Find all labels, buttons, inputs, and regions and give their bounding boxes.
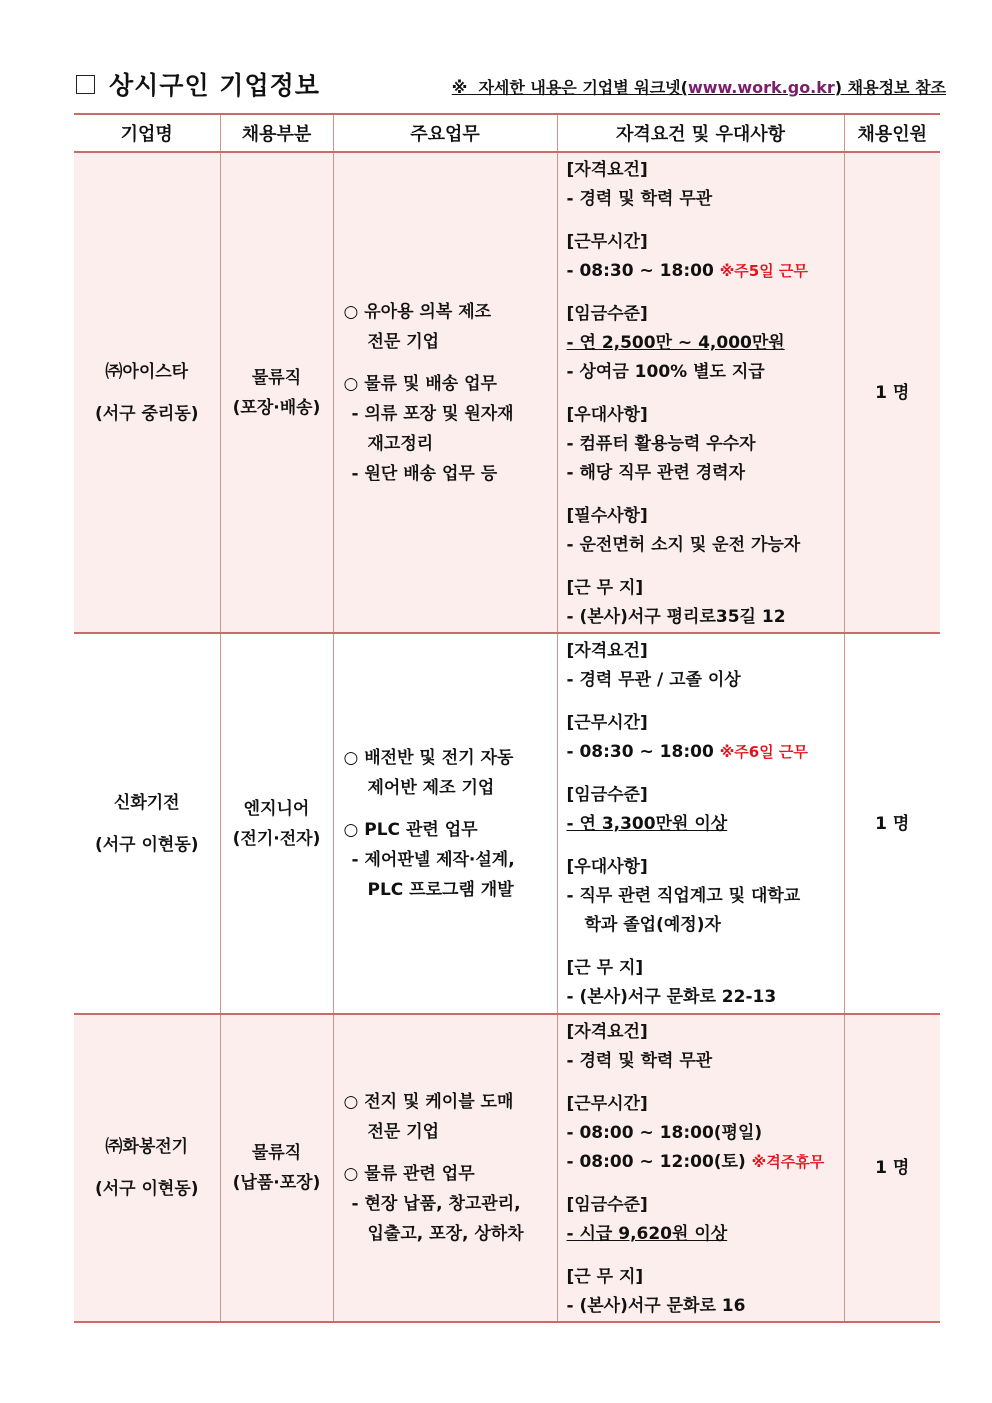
qualification-heading: [임금수준] — [566, 1195, 648, 1215]
qualification-text: - 연 3,300만원 이상 — [566, 814, 728, 834]
qualification-heading: [근 무 지] — [566, 578, 644, 598]
division-title: 엔지니어 — [243, 798, 310, 819]
qualification-line — [567, 911, 844, 940]
work-schedule-note: ※주6일 근무 — [719, 743, 808, 761]
qualification-text: - 경력 및 학력 무관 — [566, 189, 713, 209]
company-name: ㈜화봉전기 — [105, 1137, 189, 1157]
col-header-headcount: 채용인원 — [844, 114, 940, 152]
work-schedule-note: ※주5일 근무 — [719, 262, 808, 280]
company-location: (서구 이현동) — [94, 1179, 199, 1199]
qualification-line — [567, 738, 844, 767]
headcount-value: 1 명 — [875, 1158, 910, 1178]
qualification-text: - 시급 9,620원 이상 — [566, 1224, 728, 1244]
qualification-heading: [자격요건] — [566, 160, 648, 180]
qualification-line — [567, 185, 844, 214]
headcount-cell — [844, 633, 940, 1014]
qualification-line — [567, 1119, 844, 1148]
qualification-heading: [자격요건] — [566, 1022, 648, 1042]
page-title — [76, 66, 320, 102]
qualification-line — [567, 882, 844, 911]
table-header-row — [74, 114, 940, 152]
duty-line: ○ 물류 및 배송 업무 — [343, 373, 497, 394]
qualification-text: - 컴퓨터 활용능력 우수자 — [566, 434, 756, 454]
duty-line: 전문 기업 — [367, 331, 440, 352]
division-detail: (전기·전자) — [232, 828, 321, 849]
table-row — [74, 1014, 940, 1322]
qualification-line — [567, 1148, 844, 1177]
qualification-heading: [필수사항] — [566, 506, 648, 526]
qualification-text: - 운전면허 소지 및 운전 가능자 — [566, 535, 801, 555]
qualification-heading: [근무시간] — [566, 232, 648, 252]
headcount-cell — [844, 152, 940, 633]
qualification-heading: [임금수준] — [566, 304, 648, 324]
qualification-text: - 직무 관련 직업계고 및 대학교 — [566, 886, 801, 906]
duty-line: ○ 유아용 의복 제조 — [343, 301, 492, 322]
qualification-line — [567, 257, 844, 286]
col-header-company: 기업명 — [74, 114, 220, 152]
duty-line: PLC 프로그램 개발 — [367, 879, 514, 900]
checkbox-square-icon — [76, 75, 95, 94]
col-header-qualifications: 자격요건 및 우대사항 — [557, 114, 844, 152]
duty-line: ○ 물류 관련 업무 — [343, 1164, 475, 1184]
table-row — [74, 152, 940, 633]
duty-line: 제어반 제조 기업 — [367, 777, 495, 798]
duty-line: - 제어판넬 제작·설계, — [351, 849, 515, 870]
company-name: ㈜아이스타 — [105, 361, 189, 382]
duty-line: ○ 배전반 및 전기 자동 — [343, 747, 514, 768]
qualification-text: - 연 2,500만 ~ 4,000만원 — [566, 333, 785, 353]
duty-line: - 원단 배송 업무 등 — [351, 463, 498, 484]
qualification-heading: [자격요건] — [566, 641, 648, 661]
company-cell — [74, 1014, 220, 1322]
company-name: 신화기전 — [113, 792, 180, 813]
qualification-heading: [근 무 지] — [566, 958, 644, 978]
qualification-heading: [우대사항] — [566, 405, 648, 425]
table-row — [74, 633, 940, 1014]
division-detail: (납품·포장) — [232, 1173, 321, 1193]
qualification-heading: [임금수준] — [566, 785, 648, 805]
qualification-text: - 08:00 ~ 18:00(평일) — [566, 1123, 763, 1143]
qualification-text: - 08:00 ~ 12:00(토) — [566, 1152, 746, 1172]
qualification-line — [567, 1220, 844, 1249]
company-cell — [74, 633, 220, 1014]
col-header-division: 채용부분 — [220, 114, 333, 152]
company-cell — [74, 152, 220, 633]
qualification-heading: [근무시간] — [566, 713, 648, 733]
note-mark: ※ — [451, 78, 468, 97]
duty-line: ○ 전지 및 케이블 도매 — [343, 1092, 514, 1112]
company-location: (서구 중리동) — [94, 403, 199, 424]
duty-line: 재고정리 — [367, 433, 434, 454]
headcount-value: 1 명 — [875, 382, 910, 403]
qualification-heading: [근 무 지] — [566, 1267, 644, 1287]
page-title-text: 상시구인 기업정보 — [109, 71, 320, 100]
qualification-line — [567, 1292, 844, 1321]
note-suffix: ) 채용정보 참조 — [834, 78, 946, 97]
qualifications-cell — [557, 1014, 844, 1322]
qualification-line — [567, 983, 844, 1012]
division-title: 물류직 — [251, 1143, 302, 1163]
col-header-duties: 주요업무 — [333, 114, 557, 152]
qualification-text: - 상여금 100% 별도 지급 — [566, 362, 765, 382]
qualifications-cell — [557, 152, 844, 633]
duties-cell — [333, 152, 557, 633]
qualification-heading: [근무시간] — [566, 1094, 648, 1114]
qualification-line — [567, 329, 844, 358]
header — [76, 66, 946, 100]
duty-line: - 현장 납품, 창고관리, — [351, 1194, 521, 1214]
qualification-text: - 08:30 ~ 18:00 — [566, 742, 714, 762]
qualification-line — [567, 459, 844, 488]
qualification-line — [567, 810, 844, 839]
qualifications-cell — [557, 633, 844, 1014]
qualification-line — [567, 430, 844, 459]
division-cell — [220, 152, 333, 633]
duties-cell — [333, 1014, 557, 1322]
qualification-text: - 08:30 ~ 18:00 — [566, 261, 714, 281]
qualification-line — [567, 666, 844, 695]
headcount-value: 1 명 — [875, 813, 910, 834]
qualification-line — [567, 1047, 844, 1076]
qualification-text: - (본사)서구 문화로 16 — [566, 1296, 746, 1316]
duty-line: - 의류 포장 및 원자재 — [351, 403, 514, 424]
company-location: (서구 이현동) — [94, 834, 199, 855]
duty-line: ○ PLC 관련 업무 — [343, 819, 478, 840]
duties-cell — [333, 633, 557, 1014]
qualification-text: - 경력 무관 / 고졸 이상 — [566, 670, 741, 690]
qualification-text: - (본사)서구 문화로 22-13 — [566, 987, 777, 1007]
work-schedule-note: ※격주휴무 — [751, 1153, 825, 1171]
division-cell — [220, 1014, 333, 1322]
headcount-cell — [844, 1014, 940, 1322]
job-table — [74, 113, 940, 1323]
duty-line: 전문 기업 — [367, 1122, 440, 1142]
qualification-text: - (본사)서구 평리로35길 12 — [566, 607, 786, 627]
qualification-heading: [우대사항] — [566, 857, 648, 877]
duty-line: 입출고, 포장, 상하차 — [367, 1224, 524, 1244]
division-detail: (포장·배송) — [232, 397, 321, 418]
qualification-text: - 경력 및 학력 무관 — [566, 1051, 713, 1071]
qualification-text: 학과 졸업(예정)자 — [584, 915, 721, 935]
note-prefix: 자세한 내용은 기업별 워크넷( — [478, 78, 688, 97]
division-cell — [220, 633, 333, 1014]
qualification-line — [567, 603, 844, 632]
qualification-line — [567, 358, 844, 387]
qualification-line — [567, 531, 844, 560]
reference-note — [452, 75, 946, 98]
division-title: 물류직 — [251, 367, 302, 388]
qualification-text: - 해당 직무 관련 경력자 — [566, 463, 746, 483]
worknet-link[interactable]: www.work.go.kr — [687, 78, 835, 97]
